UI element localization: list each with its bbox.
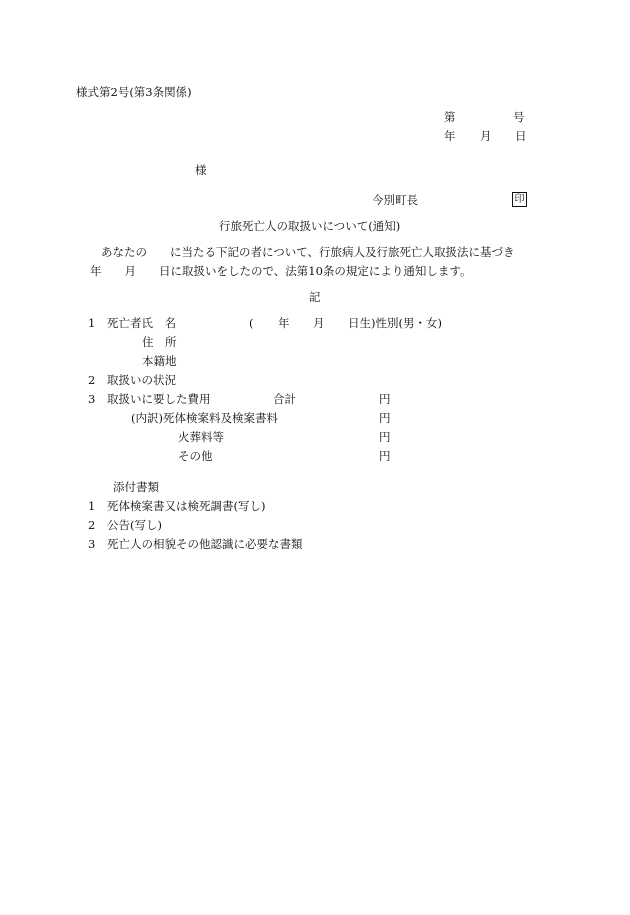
total-label: 合計: [273, 392, 296, 406]
birth-year: 年: [278, 316, 290, 330]
honseki-label: 本籍地: [142, 354, 177, 368]
address-label: 住 所: [142, 335, 177, 349]
number-dai: 第: [444, 110, 456, 124]
breakdown-1-yen: 円: [379, 411, 391, 425]
item3-label: 取扱いに要した費用: [107, 392, 211, 406]
attachment-number: 3: [88, 537, 96, 551]
form-number: 様式第2号(第3条関係): [76, 85, 192, 99]
attachment-item: 公告(写し): [107, 518, 162, 532]
date-day: 日: [515, 129, 527, 143]
addressee-sama: 様: [195, 163, 207, 177]
attachments-heading: 添付書類: [113, 480, 159, 494]
attachment-item: 死亡人の相貌その他認識に必要な書類: [107, 537, 303, 551]
document-title: 行旅死亡人の取扱いについて(通知): [219, 219, 401, 233]
birth-month: 月: [313, 316, 325, 330]
item2-number: 2: [88, 373, 96, 387]
breakdown-3-yen: 円: [379, 449, 391, 463]
seal-mark: 印: [512, 192, 527, 207]
total-yen: 円: [379, 392, 391, 406]
number-go: 号: [513, 110, 525, 124]
breakdown-1: (内訳)死体検案料及検案書料: [131, 411, 278, 425]
body-line-2: 年 月 日に取扱いをしたので、法第10条の規定により通知します。: [90, 264, 472, 278]
birth-day-sex: 日生)性別(男・女): [348, 316, 442, 330]
attachment-number: 1: [88, 499, 96, 513]
attachment-item: 死体検案書又は検死調書(写し): [107, 499, 266, 513]
birth-paren: (: [249, 316, 254, 330]
date-month: 月: [480, 129, 492, 143]
item2-label: 取扱いの状況: [107, 373, 176, 387]
breakdown-2-yen: 円: [379, 430, 391, 444]
breakdown-3: その他: [178, 449, 213, 463]
issuer-name: 今別町長: [372, 193, 418, 207]
item3-number: 3: [88, 392, 96, 406]
breakdown-2: 火葬料等: [178, 430, 224, 444]
date-year: 年: [444, 129, 456, 143]
attachment-number: 2: [88, 518, 96, 532]
body-line-1: あなたの に当たる下記の者について、行旅病人及行旅死亡人取扱法に基づき: [101, 245, 515, 259]
ki-heading: 記: [309, 290, 321, 304]
item1-label: 死亡者氏 名: [107, 316, 176, 330]
item1-number: 1: [88, 316, 96, 330]
